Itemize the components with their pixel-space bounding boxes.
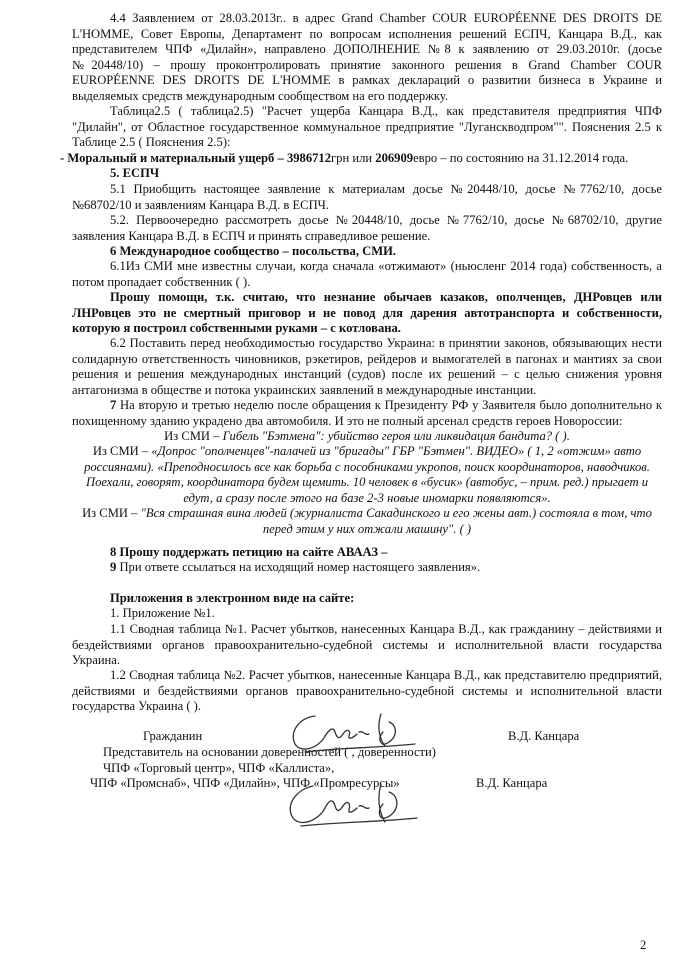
page-number: 2 — [640, 938, 647, 952]
plea-paragraph: Прошу помощи, т.к. считаю, что незнание обычаев казаков, ополченцев, ДНРовцев или ЛНРовцев это не смертный приговор и не повод для дарения автотранспорта и собственности, которую я построил собственными руками – с котлована. — [72, 290, 662, 336]
paragraph-6-2: 6.2 Поставить перед необходимостью государство Украина: в принятии законов, обязывающих нести солидарную ответственность чиновников, рэкетиров, рейдеров и вымогателей в пагонах и мантиях за свои решения и решения международных инстанций (судов) после их решений – с целью снижения уровня антагонизма в обществе и потока украинских заявлений в международные инстанции. — [72, 336, 662, 397]
media-quote-2-prefix: Из СМИ – — [92, 444, 152, 458]
paragraph-7-number: 7 — [110, 398, 117, 412]
section-6-title: 6 Международное сообщество – посольства, СМИ. — [110, 244, 397, 258]
appendix-1-title: 1. Приложение №1. — [110, 606, 215, 620]
paragraph-4-4: 4.4 Заявлением от 28.03.2013г.. в адрес Grand Chamber COUR EUROPÉENNE DES DROITS DE L'HOMME, Совет Европы, Департамент по вопросам исполнения решений ЕСПЧ, Канцара В.Д., как представителем ЧПФ «Дилайн», направлено ДОПОЛНЕНИЕ №8 к заявлению от 29.03.2010г. (досье №20448/10) – прошу проконтролировать принятие законного решения в Grand Chamber COUR EUROPÉENNE DES DROITS DE L'HOMME в рамках деклараций о развитии бизнеса в Украине и выделяемых средств международным сообществом на его поддержку. — [72, 11, 662, 103]
handwritten-signature-1 — [285, 708, 425, 756]
paragraph-8: 8 Прошу поддержать петицию на сайте АВААЗ – — [110, 545, 388, 559]
damage-eur: 206909 — [375, 151, 414, 165]
representative-line: Представитель на основании доверенностей ( , доверенности) — [103, 745, 436, 759]
paragraph-6-1: 6.1Из СМИ мне известны случаи, когда сначала «отжимают» (ньюсленг 2014 года) собственность, а потом пропадает собственник ( ). — [72, 259, 662, 289]
signatory-name-2: В.Д. Канцара — [476, 776, 548, 790]
media-quote-2 — [72, 444, 662, 506]
companies-line-2: ЧПФ «Промснаб», ЧПФ «Дилайн», ЧПФ «Промресурсы» — [90, 776, 400, 790]
media-quote-3-prefix: Из СМИ – — [82, 506, 141, 520]
damage-suffix: евро – по состоянию на 31.12.2014 года. — [413, 151, 629, 165]
damage-prefix: - Моральный и материальный ущерб – — [60, 151, 287, 165]
signatory-name: В.Д. Канцара — [508, 729, 580, 743]
paragraph-7 — [72, 398, 662, 429]
section-5-title: 5. ЕСПЧ — [110, 166, 160, 180]
media-quote-1-prefix: Из СМИ – — [164, 429, 223, 443]
paragraph-5-2: 5.2. Первоочередно рассмотреть досье №20448/10, досье №7762/10, досье №68702/10, другие заявления Канцара В.Д. в ЕСПЧ и принять справедливое решение. — [72, 213, 662, 243]
companies-line-1: ЧПФ «Торговый центр», ЧПФ «Каллиста», — [103, 761, 335, 775]
handwritten-signature-2 — [283, 780, 423, 830]
appendices-title: Приложения в электронном виде на сайте: — [110, 591, 355, 605]
appendix-1-2: 1.2 Сводная таблица №2. Расчет убытков, нанесенные Канцара В.Д., как представителю предприятий, действиями и бездействиями органов правоохранительно-судебной системы и исполнительной власти государства Украина ( ). — [72, 668, 662, 714]
paragraph-9 — [110, 560, 700, 576]
paragraph-7-text: На вторую и третью неделю после обращения к Президенту РФ у Заявителя было дополнительно к похищенному зданию украдено два автомобиля. И это не полный арсенал средств героев Новороссии: — [72, 398, 662, 428]
citizen-label: Гражданин — [143, 729, 203, 743]
media-quote-2-text: «Допрос "ополченцев"-палачей из "бригады" ГБР "Бэтмен". ВИДЕО» ( 1, 2 «отжим» авто россиянами). «Преподносилось все как борьба с пособниками укропов, поиск координаторов, наводчиков. Поехали, говорят, координатора будем щемить. 10 человек в «бусик» (автобус, – прим. ред.) прыгает и едут, а сразу после этого на базе 2-3 новые иномарки появляются». — [84, 444, 650, 505]
media-quote-3 — [72, 506, 662, 537]
media-quote-3-text: "Вся страшная вина людей (журналиста Сакадинского и его жены авт.) состояла в том, что перед этим у них отжали машину". ( ) — [140, 506, 652, 536]
paragraph-5-1: 5.1 Приобщить настоящее заявление к материалам досье №20448/10, досье №7762/10, досье №68702/10 и заявлениям Канцара В.Д. в ЕСПЧ. — [72, 182, 662, 212]
damage-mid: грн или — [331, 151, 376, 165]
damage-uah: 3986712 — [286, 151, 332, 165]
table-2-5-reference: Таблица2.5 ( таблица2.5) "Расчет ущерба Канцара В.Д., как представителя предприятия ЧПФ "Дилайн", от Областное государственное коммунальное предприятие "Лугансквoдпром"". Пояснения 2.5 к Таблице 2.5 ( Пояснения 2.5): — [72, 104, 662, 150]
media-quote-1 — [72, 429, 662, 445]
paragraph-9-number: 9 — [110, 560, 117, 574]
media-quote-1-text: Гибель "Бэтмена": убийство героя или ликвидация бандита? ( ). — [222, 429, 570, 443]
appendix-1-1: 1.1 Сводная таблица №1. Расчет убытков, нанесенных Канцара В.Д., как гражданину – действиями и бездействиями органов правоохранительно-судебной системы и исполнительной власти государства Украина. — [72, 622, 662, 668]
paragraph-9-text: При ответе ссылаться на исходящий номер настоящего заявления». — [116, 560, 481, 574]
damage-line — [60, 151, 664, 167]
